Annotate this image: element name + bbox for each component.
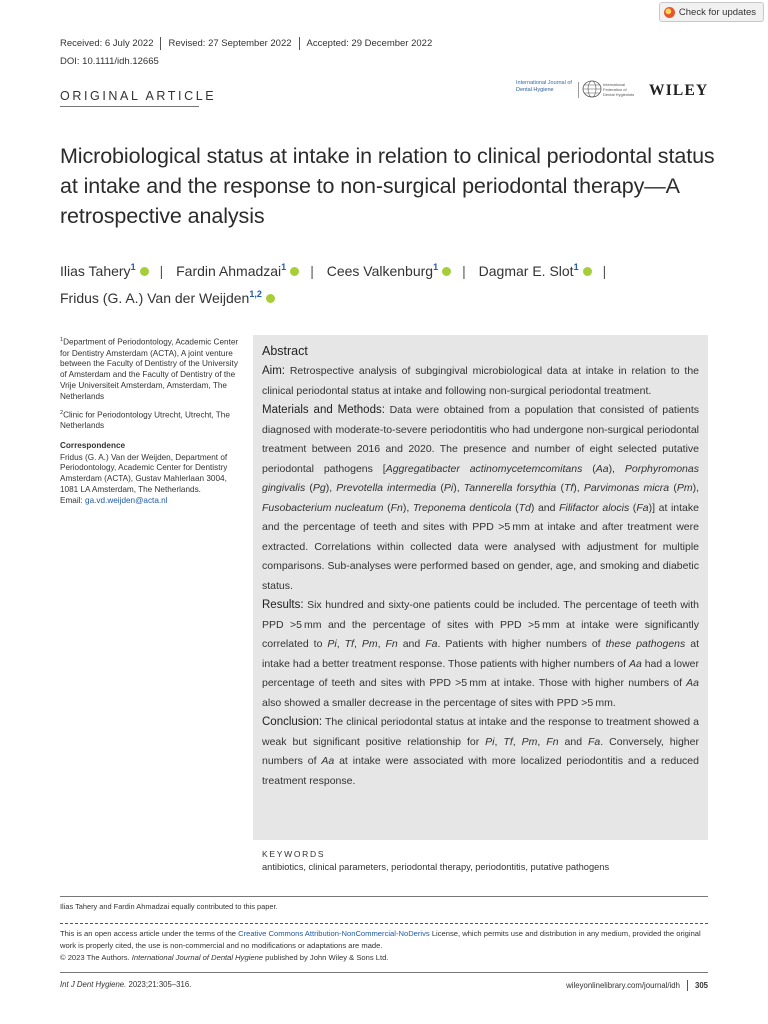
section-label: Aim: <box>262 365 285 377</box>
section-text: , <box>537 735 547 748</box>
check-for-updates-label: Check for updates <box>678 6 756 18</box>
author-name[interactable]: Ilias Tahery <box>60 263 131 279</box>
page-number: 305 <box>694 981 708 990</box>
section-text: . Conversely, higher numbers of <box>262 735 699 767</box>
section-label: Results: <box>262 599 304 611</box>
ifdh-logo-text: International Federation of Dental Hygienists <box>603 82 635 97</box>
section-text: , <box>512 735 522 748</box>
correspondence <box>60 453 240 507</box>
section-text: ( <box>669 482 677 494</box>
orcid-icon[interactable] <box>583 267 592 276</box>
article-type: ORIGINAL ARTICLE <box>60 89 217 103</box>
section-text: , <box>336 638 345 650</box>
section-text: ), <box>573 482 584 494</box>
license-text-part: License, which permits use and distribution in any medium, provided the original work is properly cited, the use is non-commercial and no modifications or adaptations are made. <box>60 929 701 950</box>
journal-url[interactable]: wileyonlinelibrary.com/journal/idh <box>566 981 680 990</box>
species-abbrev: Pm <box>521 735 538 748</box>
section-text: ( <box>436 482 444 494</box>
section-label: Conclusion: <box>262 716 323 728</box>
copyright-text: published by John Wiley & Sons Ltd. <box>263 953 389 962</box>
affiliation-text: Clinic for Periodontology Utrecht, Utrecht, The Netherlands <box>60 410 230 431</box>
section-text: ), <box>453 482 464 494</box>
received-date: Received: 6 July 2022 <box>60 38 154 49</box>
section-text: , <box>377 638 386 650</box>
section-text: ), <box>608 462 625 475</box>
species-name: Aggregatibacter actinomycetemcomitans <box>385 462 583 475</box>
affiliation-1 <box>60 335 240 403</box>
species-abbrev: Pm <box>361 638 378 650</box>
journal-logo-line1: International Journal of <box>516 80 572 86</box>
section-text: at intake had a better treatment response. Those patients with higher numbers of <box>262 638 699 670</box>
license-text-part: This is an open access article under the terms of the <box>60 929 239 938</box>
section-text: and <box>558 735 589 748</box>
affiliation-marker: 1 <box>573 262 579 272</box>
affiliation-marker: 2 <box>60 409 64 416</box>
section-text: Data were obtained from a population that consisted of patients diagnosed with moderate-to-severe periodontitis who had undergone non-surgical periodontal treatment between 2016 and 2020. The presence and number of eight selected putative periodontal pathogens [ <box>262 404 700 475</box>
author-separator: | <box>462 263 466 279</box>
email-link[interactable]: ga.vd.weijden@acta.nl <box>85 495 168 505</box>
species-abbrev: Pg <box>312 482 326 494</box>
affiliations-sidebar <box>60 335 240 512</box>
emphasis-text: these pathogens <box>605 638 686 650</box>
section-text: . Patients with higher numbers of <box>437 638 606 650</box>
affiliation-marker: 1 <box>433 262 439 272</box>
abstract-conclusion <box>262 713 699 791</box>
species-abbrev: Fn <box>390 501 403 514</box>
abstract-methods <box>262 401 699 596</box>
species-name: Treponema denticola <box>412 501 512 514</box>
section-text: )] at intake and the percentage of teeth and sites with PPD >5 mm at intake and after treatment were extracted. Correlations within collected data were analysed with adjustment for multiple comparisons. Sub-analyses were performed based on gender, age, and smoking and diabetic status. <box>262 501 699 592</box>
divider <box>60 896 708 897</box>
species-name: Prevotella intermedia <box>336 482 437 494</box>
journal-name: International Journal of Dental Hygiene <box>131 953 264 962</box>
affiliation-text: Department of Periodontology, Academic Center for Dentistry Amsterdam (ACTA), A joint venture between the Faculty of Dentistry of the University of Amsterdam and the Faculty of Dentistry of the Vrije Universiteit Amsterdam, Amsterdam, The Netherlands <box>60 337 239 401</box>
orcid-icon[interactable] <box>290 267 299 276</box>
section-text: ( <box>556 482 564 494</box>
divider <box>160 37 161 50</box>
abstract-results <box>262 596 699 713</box>
article-title: Microbiological status at intake in relation to clinical periodontal status at intake and the response to non-surgical periodontal therapy—A retrospective analysis <box>60 144 715 228</box>
divider <box>578 82 579 98</box>
copyright-text: © 2023 The Authors. <box>60 953 132 962</box>
species-abbrev: Tf <box>563 482 574 494</box>
section-text: ( <box>383 501 391 514</box>
license-text <box>60 928 708 952</box>
author-name[interactable]: Fardin Ahmadzai <box>176 263 282 279</box>
author-separator: | <box>310 263 314 279</box>
abstract-aim <box>262 362 699 401</box>
section-text: ( <box>305 482 313 494</box>
species-name: Tannerella forsythia <box>463 482 557 494</box>
journal-abbrev: Int J Dent Hygiene. <box>60 980 127 989</box>
crossmark-icon <box>664 7 675 18</box>
species-abbrev: Fn <box>385 638 398 650</box>
author-list <box>60 258 720 312</box>
section-text: ( <box>629 501 637 514</box>
species-abbrev: Tf <box>503 735 513 748</box>
correspondence-heading: Correspondence <box>60 440 126 450</box>
section-label: Materials and Methods: <box>262 404 385 416</box>
species-name: Porphyromonas gingivalis <box>262 462 699 494</box>
license-link[interactable]: Creative Commons Attribution-NonCommercial-NoDerivs <box>238 929 430 938</box>
divider <box>60 972 708 973</box>
keywords-heading: KEYWORDS <box>262 849 326 859</box>
section-text: ( <box>511 501 519 514</box>
copyright <box>60 952 708 964</box>
abstract-heading: Abstract <box>262 344 308 358</box>
author-name[interactable]: Fridus (G. A.) Van der Weijden <box>60 290 250 306</box>
citation-text: 2023;21:305–316. <box>126 980 192 989</box>
citation <box>60 980 191 989</box>
affiliation-marker: 1 <box>130 262 136 272</box>
section-text: ), <box>402 501 413 514</box>
orcid-icon[interactable] <box>140 267 149 276</box>
section-text: The clinical periodontal status at intake and the response to treatment showed a weak but significant positive relationship for <box>262 716 700 748</box>
section-text: , <box>494 735 504 748</box>
species-abbrev: Aa <box>686 677 699 689</box>
species-abbrev: Pi <box>485 735 495 748</box>
species-abbrev: Aa <box>595 462 609 475</box>
orcid-icon[interactable] <box>266 294 275 303</box>
author-separator: | <box>159 263 164 279</box>
section-text: had a lower percentage of teeth and sites with PPD >5 mm at intake. Those with higher numbers of <box>262 657 700 689</box>
species-name: Fusobacterium nucleatum <box>262 501 384 514</box>
divider <box>60 923 708 924</box>
doi[interactable]: DOI: 10.1111/idh.12665 <box>60 56 159 67</box>
affiliation-marker: 1,2 <box>249 289 262 299</box>
section-text: ( <box>582 462 596 475</box>
species-abbrev: Td <box>518 501 531 514</box>
email-label: Email: <box>60 495 86 505</box>
species-abbrev: Fa <box>588 735 601 748</box>
footer-right <box>566 980 708 991</box>
affiliation-2 <box>60 408 240 432</box>
species-name: Parvimonas micra <box>583 482 670 494</box>
keywords-list: antibiotics, clinical parameters, periodontal therapy, periodontitis, putative pathogens <box>262 862 610 872</box>
species-name: Filifactor alocis <box>559 501 630 514</box>
section-text: ) and <box>530 501 560 514</box>
section-text: also showed a smaller decrease in the percentage of sites with PPD >5 mm. <box>262 696 616 709</box>
species-abbrev: Fn <box>546 735 559 748</box>
affiliation-marker: 1 <box>60 337 64 343</box>
section-text: Six hundred and sixty-one patients could be included. The percentage of teeth with PPD >5 mm and the percentage of sites with PPD >5 mm at intake were significantly correlated to <box>262 599 699 650</box>
history-dates <box>60 37 432 50</box>
license-notice <box>60 928 708 964</box>
species-abbrev: Aa <box>321 755 335 767</box>
abstract-box <box>253 335 708 840</box>
section-text: ), <box>325 482 337 494</box>
journal-logo-line2: Dental Hygiene <box>516 87 554 93</box>
correspondence-text: Fridus (G. A.) Van der Weijden, Department of Periodontology, Academic Center for Dentistry Amsterdam (ACTA), Gustav Mahlerlaan 3004, 1081 LA Amsterdam, The Netherlands. <box>60 452 228 495</box>
section-text: Retrospective analysis of subgingival microbiological data at intake in relation to the clinical periodontal status at intake and following non-surgical periodontal treatment. <box>262 365 700 397</box>
species-abbrev: Fa <box>636 501 649 514</box>
species-abbrev: Pm <box>676 482 693 494</box>
species-abbrev: Pi <box>443 482 454 494</box>
section-text: ), <box>692 482 699 494</box>
species-abbrev: Pi <box>327 638 337 650</box>
species-abbrev: Tf <box>344 638 354 650</box>
check-for-updates-button[interactable] <box>659 2 764 22</box>
species-abbrev: Aa <box>628 657 642 670</box>
divider <box>687 980 688 991</box>
section-text: , <box>353 638 362 650</box>
journal-logo <box>516 80 572 94</box>
section-text: at intake were associated with more localized periodontitis and a reduced treatment response. <box>262 755 699 787</box>
divider <box>60 106 199 107</box>
publisher-logo: WILEY <box>649 82 709 99</box>
divider <box>299 37 300 50</box>
contribution-footnote: Ilias Tahery and Fardin Ahmadzai equally contributed to this paper. <box>60 902 278 911</box>
author-name[interactable]: Cees Valkenburg <box>326 263 434 279</box>
orcid-icon[interactable] <box>442 267 451 276</box>
affiliation-marker: 1 <box>281 262 287 272</box>
revised-date: Revised: 27 September 2022 <box>168 38 292 49</box>
ifdh-globe-icon <box>582 80 602 98</box>
accepted-date: Accepted: 29 December 2022 <box>306 38 433 49</box>
section-text: and <box>397 638 426 650</box>
author-name[interactable]: Dagmar E. Slot <box>478 263 574 279</box>
species-abbrev: Fa <box>425 638 438 650</box>
author-separator: | <box>602 263 607 279</box>
